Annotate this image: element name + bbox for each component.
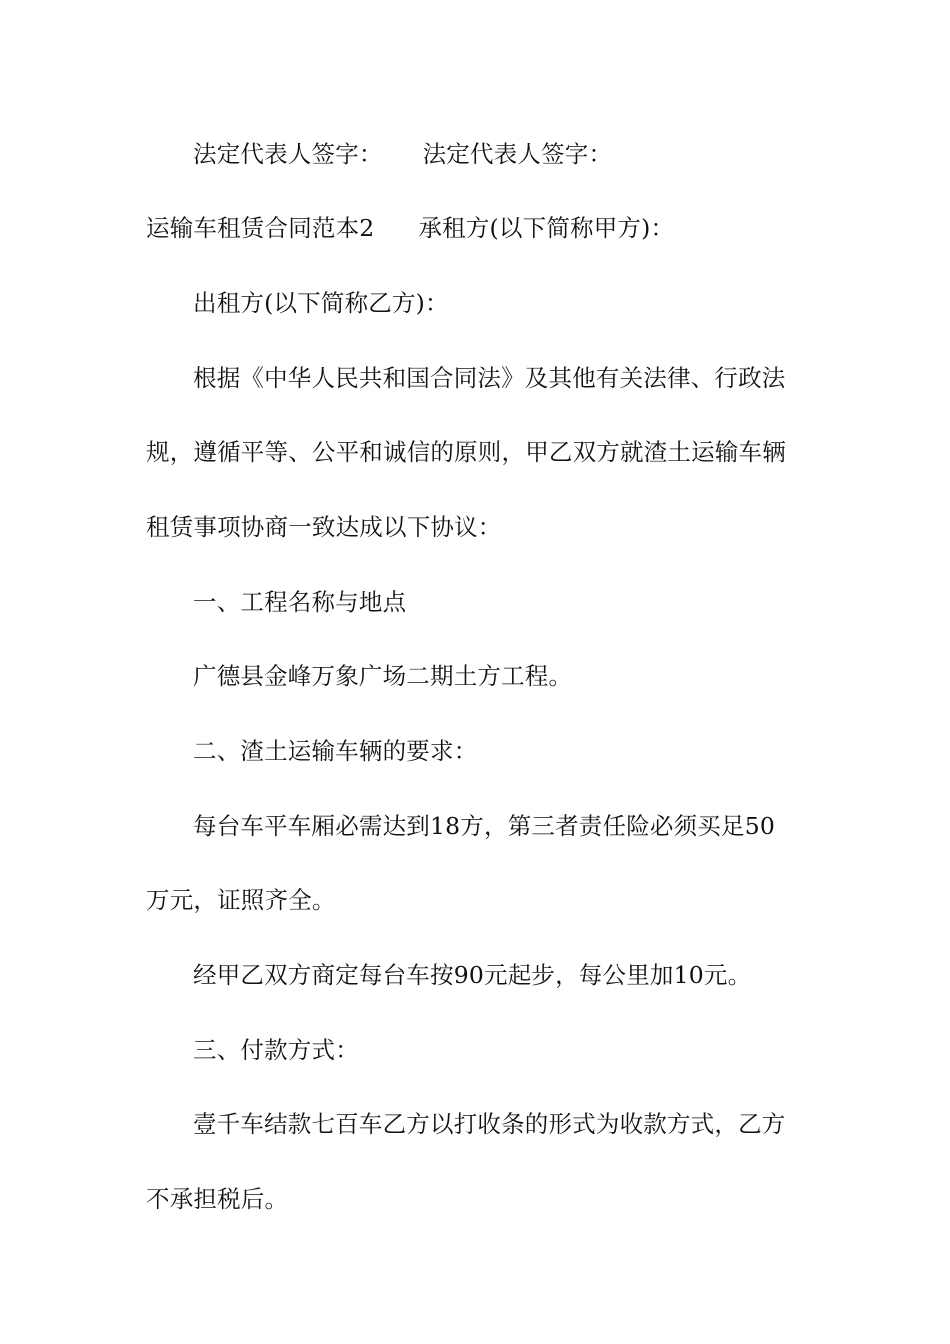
intro-line-3: 租赁事项协商一致达成以下协议： — [146, 513, 502, 541]
signature-line — [193, 138, 833, 170]
lessor-label: 出租方(以下简称乙方)： — [193, 289, 449, 317]
intro-line-2: 规，遵循平等、公平和诚信的原则，甲乙双方就渣土运输车辆 — [146, 438, 786, 466]
signature-left: 法定代表人签字： — [193, 140, 383, 168]
section2-title: 二、渣土运输车辆的要求： — [193, 737, 478, 765]
intro-line-1: 根据《中华人民共和国合同法》及其他有关法律、行政法 — [193, 364, 786, 392]
heading-line — [146, 212, 826, 244]
section3-title: 三、付款方式： — [193, 1036, 359, 1064]
section1-title: 一、工程名称与地点 — [193, 588, 407, 616]
section2-price: 经甲乙双方商定每台车按90元起步，每公里加10元。 — [193, 961, 752, 989]
section1-body: 广德县金峰万象广场二期土方工程。 — [193, 662, 573, 690]
contract-title: 运输车租赁合同范本2 — [146, 214, 375, 242]
lessee-label: 承租方(以下简称甲方)： — [418, 214, 675, 242]
section2-body-line-2: 万元，证照齐全。 — [146, 886, 336, 914]
section3-body-line-2: 不承担税后。 — [146, 1185, 289, 1213]
signature-right: 法定代表人签字： — [422, 140, 613, 168]
section2-body-line-1: 每台车平车厢必需达到18方，第三者责任险必须买足50 — [193, 812, 776, 840]
section3-body-line-1: 壹千车结款七百车乙方以打收条的形式为收款方式，乙方 — [193, 1110, 786, 1138]
